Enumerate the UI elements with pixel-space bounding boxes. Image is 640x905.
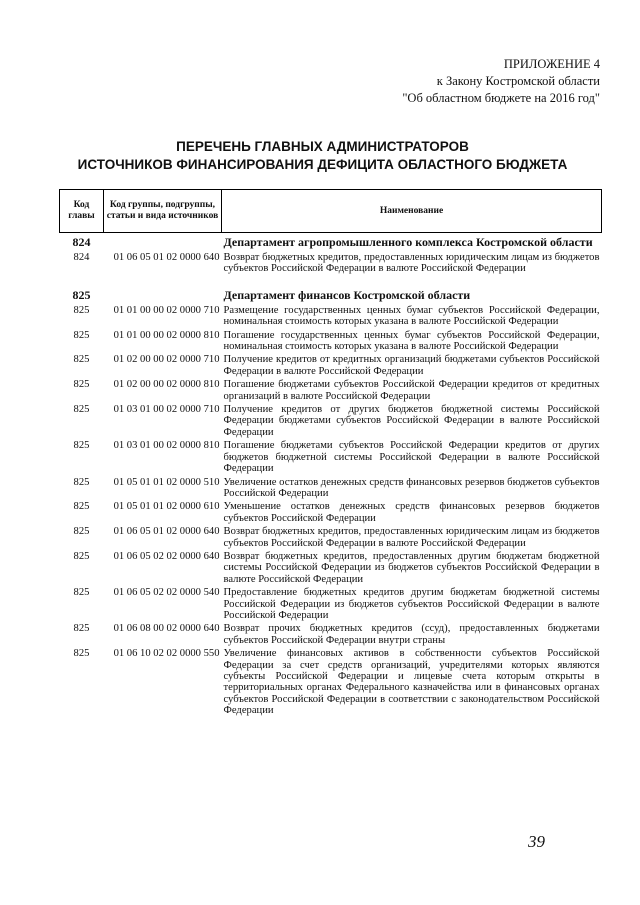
chapter-code: 825 <box>73 648 90 660</box>
chapter-code: 825 <box>73 404 90 416</box>
chapter-code: 825 <box>73 476 90 488</box>
source-code: 01 01 00 00 02 0000 710 <box>113 304 220 316</box>
department-code: 824 <box>72 235 91 249</box>
source-name: Получение кредитов от кредитных организаций бюджетами субъектов Российской Федерации в валюте Российской Федерации <box>223 354 600 377</box>
department-row <box>60 233 602 252</box>
source-name: Уменьшение остатков денежных средств финансовых резервов бюджетов субъектов Российской Федерации <box>223 501 600 524</box>
chapter-code: 824 <box>73 252 90 263</box>
table-row <box>60 439 602 475</box>
chapter-code: 825 <box>73 526 90 538</box>
table-row <box>60 403 602 439</box>
table-row <box>60 353 602 378</box>
table-row <box>60 476 602 501</box>
source-name: Возврат бюджетных кредитов, предоставленных юридическим лицам из бюджетов субъектов Российской Федерации в валюте Российской Федерации <box>223 252 600 275</box>
source-code: 01 06 05 02 02 0000 640 <box>113 550 220 562</box>
page-number: 39 <box>528 832 545 851</box>
header-chapter-code: Код главы <box>60 190 104 233</box>
source-code: 01 02 00 00 02 0000 710 <box>113 354 220 366</box>
table-row <box>60 622 602 647</box>
source-code: 01 06 08 00 02 0000 640 <box>113 623 220 635</box>
source-name: Получение кредитов от других бюджетов бюджетной системы Российской Федерации бюджетами субъектов Российской Федерации в валюте Российской Федерации <box>223 404 600 438</box>
department-name: Департамент финансов Костромской области <box>223 287 471 302</box>
table-row <box>60 647 602 717</box>
title-line-1: ПЕРЕЧЕНЬ ГЛАВНЫХ АДМИНИСТРАТОРОВ <box>176 139 469 154</box>
header-name: Наименование <box>222 190 602 233</box>
source-name: Увеличение остатков денежных средств финансовых резервов бюджетов субъектов Российской Федерации <box>223 476 600 499</box>
appendix-header <box>402 56 600 107</box>
appendix-number: ПРИЛОЖЕНИЕ 4 <box>503 57 600 71</box>
chapter-code: 825 <box>73 587 90 599</box>
source-name: Погашение бюджетами субъектов Российской Федерации кредитов от кредитных организаций в валюте Российской Федерации <box>223 379 600 402</box>
source-code: 01 06 05 01 02 0000 640 <box>113 526 220 538</box>
chapter-code: 825 <box>73 329 90 341</box>
table-row <box>60 251 602 276</box>
document-title <box>40 138 605 174</box>
chapter-code: 825 <box>73 550 90 562</box>
table-row <box>60 304 602 329</box>
table-header-row <box>60 190 602 233</box>
department-row <box>60 286 602 304</box>
table-row <box>60 329 602 354</box>
source-code: 01 03 01 00 02 0000 710 <box>113 404 220 416</box>
source-name: Предоставление бюджетных кредитов другим бюджетам бюджетной системы Российской Федерации из бюджетов субъектов Российской Федерации в валюте Российской Федерации <box>223 587 600 621</box>
source-code: 01 05 01 01 02 0000 510 <box>113 476 220 488</box>
chapter-code: 825 <box>73 623 90 635</box>
source-name: Возврат прочих бюджетных кредитов (ссуд), предоставленных бюджетами субъектов Российской Федерации внутри страны <box>223 623 600 646</box>
chapter-code: 825 <box>73 304 90 316</box>
chapter-code: 825 <box>73 354 90 366</box>
source-code: 01 03 01 00 02 0000 810 <box>113 440 220 452</box>
administrators-table <box>59 189 602 718</box>
table-row <box>60 550 602 586</box>
source-code: 01 06 05 02 02 0000 540 <box>113 587 220 599</box>
appendix-law-title: "Об областном бюджете на 2016 год" <box>402 91 600 105</box>
table-row <box>60 378 602 403</box>
title-line-2: ИСТОЧНИКОВ ФИНАНСИРОВАНИЯ ДЕФИЦИТА ОБЛАСТНОГО БЮДЖЕТА <box>77 157 568 172</box>
source-name: Возврат бюджетных кредитов, предоставленных другим бюджетам бюджетной системы Российской Федерации из бюджетов субъектов Российской Федерации в валюте Российской Федерации <box>223 550 600 585</box>
source-name: Погашение государственных ценных бумаг субъектов Российской Федерации, номинальная стоимость которых указана в валюте Российской Федерации <box>223 329 600 353</box>
chapter-code: 825 <box>73 379 90 391</box>
source-name: Погашение бюджетами субъектов Российской Федерации кредитов от других бюджетов бюджетной системы Российской Федерации в валюте Российской Федерации <box>223 440 600 475</box>
source-code: 01 01 00 00 02 0000 810 <box>113 329 220 341</box>
header-source-code: Код группы, подгруппы, статьи и вида источников <box>104 190 222 233</box>
source-code: 01 05 01 01 02 0000 610 <box>113 501 220 513</box>
table-row <box>60 525 602 550</box>
source-name: Размещение государственных ценных бумаг субъектов Российской Федерации, номинальная стоимость которых указана в валюте Российской Федерации <box>223 304 600 328</box>
source-name: Увеличение финансовых активов в собственности субъектов Российской Федерации за счет средств организаций, учредителями которых являются субъекты Российской Федерации и лицевые счета которым открыты в территориальных органах Федерального казначейства или в финансовых органах субъектов Российской Федерации в соответствии с законодательством Российской Федерации <box>223 648 600 717</box>
spacer-row <box>60 276 602 286</box>
source-name: Возврат бюджетных кредитов, предоставленных юридическим лицам из бюджетов субъектов Российской Федерации в валюте Российской Федерации <box>223 526 600 549</box>
source-code: 01 06 05 01 02 0000 640 <box>113 252 220 263</box>
table-row <box>60 586 602 622</box>
chapter-code: 825 <box>73 440 90 452</box>
source-code: 01 02 00 00 02 0000 810 <box>113 379 220 391</box>
department-code: 825 <box>72 287 91 302</box>
table-row <box>60 500 602 525</box>
department-name: Департамент агропромышленного комплекса Костромской области <box>223 235 593 249</box>
appendix-law-reference: к Закону Костромской области <box>436 74 600 88</box>
source-code: 01 06 10 02 02 0000 550 <box>113 648 220 660</box>
chapter-code: 825 <box>73 501 90 513</box>
